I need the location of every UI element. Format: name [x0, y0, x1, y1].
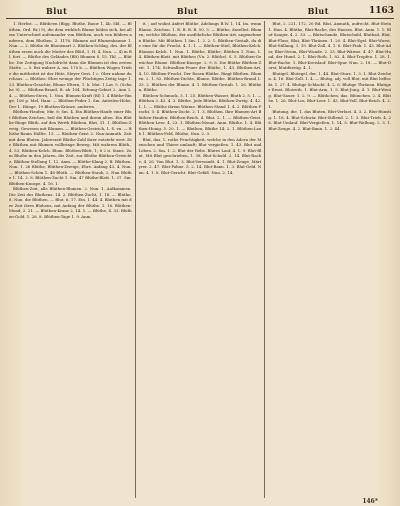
running-header	[6, 4, 394, 19]
paragraph: Blüthen-Schmuck, 3. 1. 25. Blüthen-Wasser, Bluth 2. 5. 1. — Blüthen 3. 43. 4. 3. Blüthe. Jede Blüthe. Blüthen-Zweig. 4. 42. 1. 1. — Blüthe ihrem Wärme. Blüthen-Stand 1. 4. 2. Blüthen-Pracht, 5. 4. Blüthen-Zucht. 2. 1. 3. Blüthen. Ihre Blumen-Art Blüthen-Haufen: Blüthen-Reich. 4. Blut. 2. 1. — Blüthen-Geist. Blüthen-Lese. 4. 23. 1. Blüthen-Monat. Anm. Blüthe. 1. 4. Blüthen-Honig. 5. 20. 1. — Bluthen, Blüthe 14. 2. 1. Blüthen-Laub 1. Blüthen-Feld, Blüthe, Nun. 2. 3.	[138, 92, 262, 136]
header-left-word: Blut	[46, 6, 68, 16]
paragraph: 1. Herbst. — Blütheen (Blgg. Bluthe, Bauw 1, 4b. Sbl. — Blüthen, Ord. Br.) 9), die dem wirklich Blume bilden sich, bei allem Unterschied aufeinander von Blüthen, auch von Bildern anderen, dem Bluthen, 2. 1176. Blumen auf Blumenbaume 1. Nun. — 2. Blüthe de Blumenart 2. Blüthen-Schlag, des. der Blüthen erzen auch die Mutter des Blütl, 1. H. 4. Nun. — 4) in Bl. fort. — Blüthe des Geländes (Blt) Blumen S. 15. Thl. — Blüthe: Die Zeitigung Nachdricht dann die Blumen ist den ersten Statte. — 5. Bei wahrer A. ms. 175 b. — Blüthen Wogen Triebe die mittheitet ist der Hüte, Meyer Gest. 1 c. Ober nahme durchaus. — Blütheo: Ehre wenige der Flüchtigen Zeitig tage 1. 23. Bluthen-Gesichte, Blume Eltern, 1. b. Mat. 1 Lav. 5. (Schuhe 9). — Blüthen-Brand, B. ab 104. Erbung-Gebiet 2. Ann 2. 4. — Blüthen-Stern, 1. Nun. Blumen-Kraft (Bl) 1. 4 Blüthe-Ringe, 106 p. Mel, Ham. — Blüthen-Feder 1. Sm. Anteilen-Höhe, Der 1. Hünge. 19 Bluthen-Kränze, anderen.	[9, 21, 132, 109]
text-column-1	[6, 21, 135, 498]
text-columns	[6, 21, 394, 498]
paragraph: Blut, das. 1. rothe Feuchtigkeit, welche in den Adern der Menschen und Thiere umlauft; Blut vergießen. 1. 43. Blut und Leben. 2. Sm. 1. 2. Blut der Rebe. Blutes Lauf, 4. 1. 9. Blut-Blut. Mit Blut geschrieben, 1. 38. Blut-Schuld. 2. 14. Blut-Rache, 4. 26. Von Blut. 1. 3. Blut-Verwandt. 4. 1. Blut-Zeuge, Märtyrer. 2. 47. Blut-Fahne. 5. 2. 14. Blut-Bann. 1. 3. Blut-Geld. Nun. 4. 1. 8. Blut-Gericht. Blut-Gefäß. Nun. 2. 14.	[138, 136, 262, 175]
header-right-word: Blut	[307, 6, 329, 16]
text-column-2	[135, 21, 265, 498]
signature-mark: 146*	[362, 498, 378, 505]
header-center-word: Blut	[176, 6, 199, 16]
paragraph: Blüthen-Haufen; Mir. 8; Sm. 4. Ein Blüthen-Haufe einer Blut Blüthen-Zeichen, heil die Bluthen und ihrem alten. Ein Blüthe-Ringe Blüth. auf den Werth Blüthen. Blut, 31. 1. Blüthen-Zweig. Gewesen mit Blumen. — Blüthen-Gestrich, 1. S. vn. — Blüthe-Baum Hälfte. 13. — Bluthen-Geist 2. Nun-Anmuth. Zeit mit dem Bluten. Jahreszeit Blüthe-Zahl ihrer entsteht wert. Die Blüthen mit Blumen vollbringe Beweg. Mit wahrem Blüth., 4. 53. Blüthen-Kelch. Blum. Blüthen-Blütt, 1; 8 2 ii. Sinne. Zum Bluthe in den Jahren, die Zeit, zur Blüthe Blüthen-Gewichte, Blüthen-Stellung 1. 12. Anm. — Blüthe-Klang 2. B. Blüthen. Nun. 1. 26 Blüthe, Blüthen-Zweige, Ehre. Anfang 43. 4. Nun. — Blüthen-Schön 1. 48 Blüth. — Blüthen-Staub, 2. Nun Blüthe 1. 14. 2. 8. Blüthen-Zucht 1. Sm. 47 Blüthe-Blatt. 1. 37. Sm. Blüthen-Knospe. 4. 16. 1.	[9, 109, 132, 186]
paragraph: Blutigel, Blutegel, der. 1. 44. Blut-Sturz. 1. 3. 1. Blut-Zeichen. 4. 16. Blut-Zoll. 1. 4. — Blutig, adj. voll Blut, mit Blut befleckt. 1. 27. 4. Blutige Schlacht. 4. 2. 6. Blutige Thränen. Blutiger Ernst. Blutroth. 1. Blut-Arm, 1. 5. Blut-Jung. 4. 1. Blut-Wenig. Blut-Sauer. 1. 2. 9. — Blüthchen, das. Blümchen. 2. 4. Blüthe. 1. 26. Blut-Los, Blut-Leer. 1. 43. Blut-Voll. Blut-Reich. 4. 2. 1.	[268, 70, 392, 109]
paragraph: Blüthen-Zeit, alle Blüthen-Blumen. 2. Nun. 1. Aufkommen. Die Zeit des Bluthens. 14. 2. Blüthen-Zucht, 1. 18. — Blüthe, 8. Nun. die Blüthen. — Blut, 6. 17. Ein. 1. 44. 4. Bluthen mit der Zeit ihres Bluhens, mit Anfang der Blüthe. 1. 16. Blüthen-Mond, 2. 21. — Blüthen-Kranz 2. 14. 1. — Blüthe, 4. 33. Blüthen-Gold. 1. 26. 8. Blüthen-Tage 1. 9. Anm.	[9, 186, 132, 219]
paragraph: Blutung, die. 1. das Bluten, Blut-Verlust. 4. 3. 2. Blut-Rünstig. 1. 18. 4. Blut-Schwär. Blut-Stillend. 2. 1. 3. Blut-Trieb. 4. 26. Blut-Umlauf. Blut-Vergießen. 1. 14. 5. Blut-Wallung. 2. 3. 1. Blut-Zeuge. 4. 2. Blut-Bann. 1. 2. 44.	[268, 109, 392, 131]
paragraph: Blut, 2. 221, 172, 20 Bd. Blut, Anmuth, aufrecht. Blut-Stein 1. Hun. 4. Blüthe, Blut-Rache, des Hauses. Blut. Anm. 1. 1: Blut-Sauger, 4. 2. 33. — Blutschande, Blutschuld, Blutbad, Blut. Blut-Fluss, Blut, Blut-Thränen. 1. 20. 4. Blut-Egel. Blut-Wurst, Blut-Stillung, 1. 19. Blut-Zoll. 4. 1. 6. Blut-Fink. 1. 43. Blut-Ader, Blut-Strom, Blut-Wunde. 2. 33. Blut-Wärme. 4. 47. Blut-Hund, der Hund. 2. 1. Blut-Roth. 1. 82. 4. Blut-Tropfen. 1. 28. 1. Blut-Buche. 1. Blut-Kreislauf. Blut-Spur. Nun. 2. 18. — Blut-Durst, blutdürstig. 4. 1.	[268, 21, 392, 70]
text-column-3	[264, 21, 394, 498]
page-number: 1163	[368, 6, 394, 16]
paragraph: it. ; auf wohnt Anfert Blüthe. Adelungs B.W. 1. 14. Im. wmm Blume. Zeichen. 1. B. B. B. B. 50. 5. — Blüthe, daselbst. Blumen, welche Blüthen. der ausführliche Blüthen-Art. angenehmen Bluthe. Mit Blüthen. 1 Sm. 1. 2. 2. 1. Blüthen-Gestalt, da die eine für die Frucht. 4. 1. 1. — Blüthen-Stiel, Blüthen-Kelch. Blumen Kelch. 1. Nun. 1. Blüthe. Blüthe; Blüthen 1. Nun. 1. 4. Blüthen-Blatt. mit Blütheo (Vn. 2. Blüthe). S. 5. Blüthen-Gewächse Blume. Blüthen-Knospe. 2. 9. 6. Die Blüthe Blüthen-Zeit. 1. 174. Schwalben-Feuer der Blüthe, 1. 43. Blüthen-Art. 4. 10. Blüthen-Frucht. Der Rosen-Blüthe. Ringt Blüthen. Blumen. 2. 1. 82. Blüthen-Dichte, Blume. Blüthe. Blüthen-Brand 1. 33. 2. Blüthen der Blume. 4. 1. Blüthen-Gestalt. 1. 26. Blüthen, Blüthe.	[138, 21, 262, 92]
